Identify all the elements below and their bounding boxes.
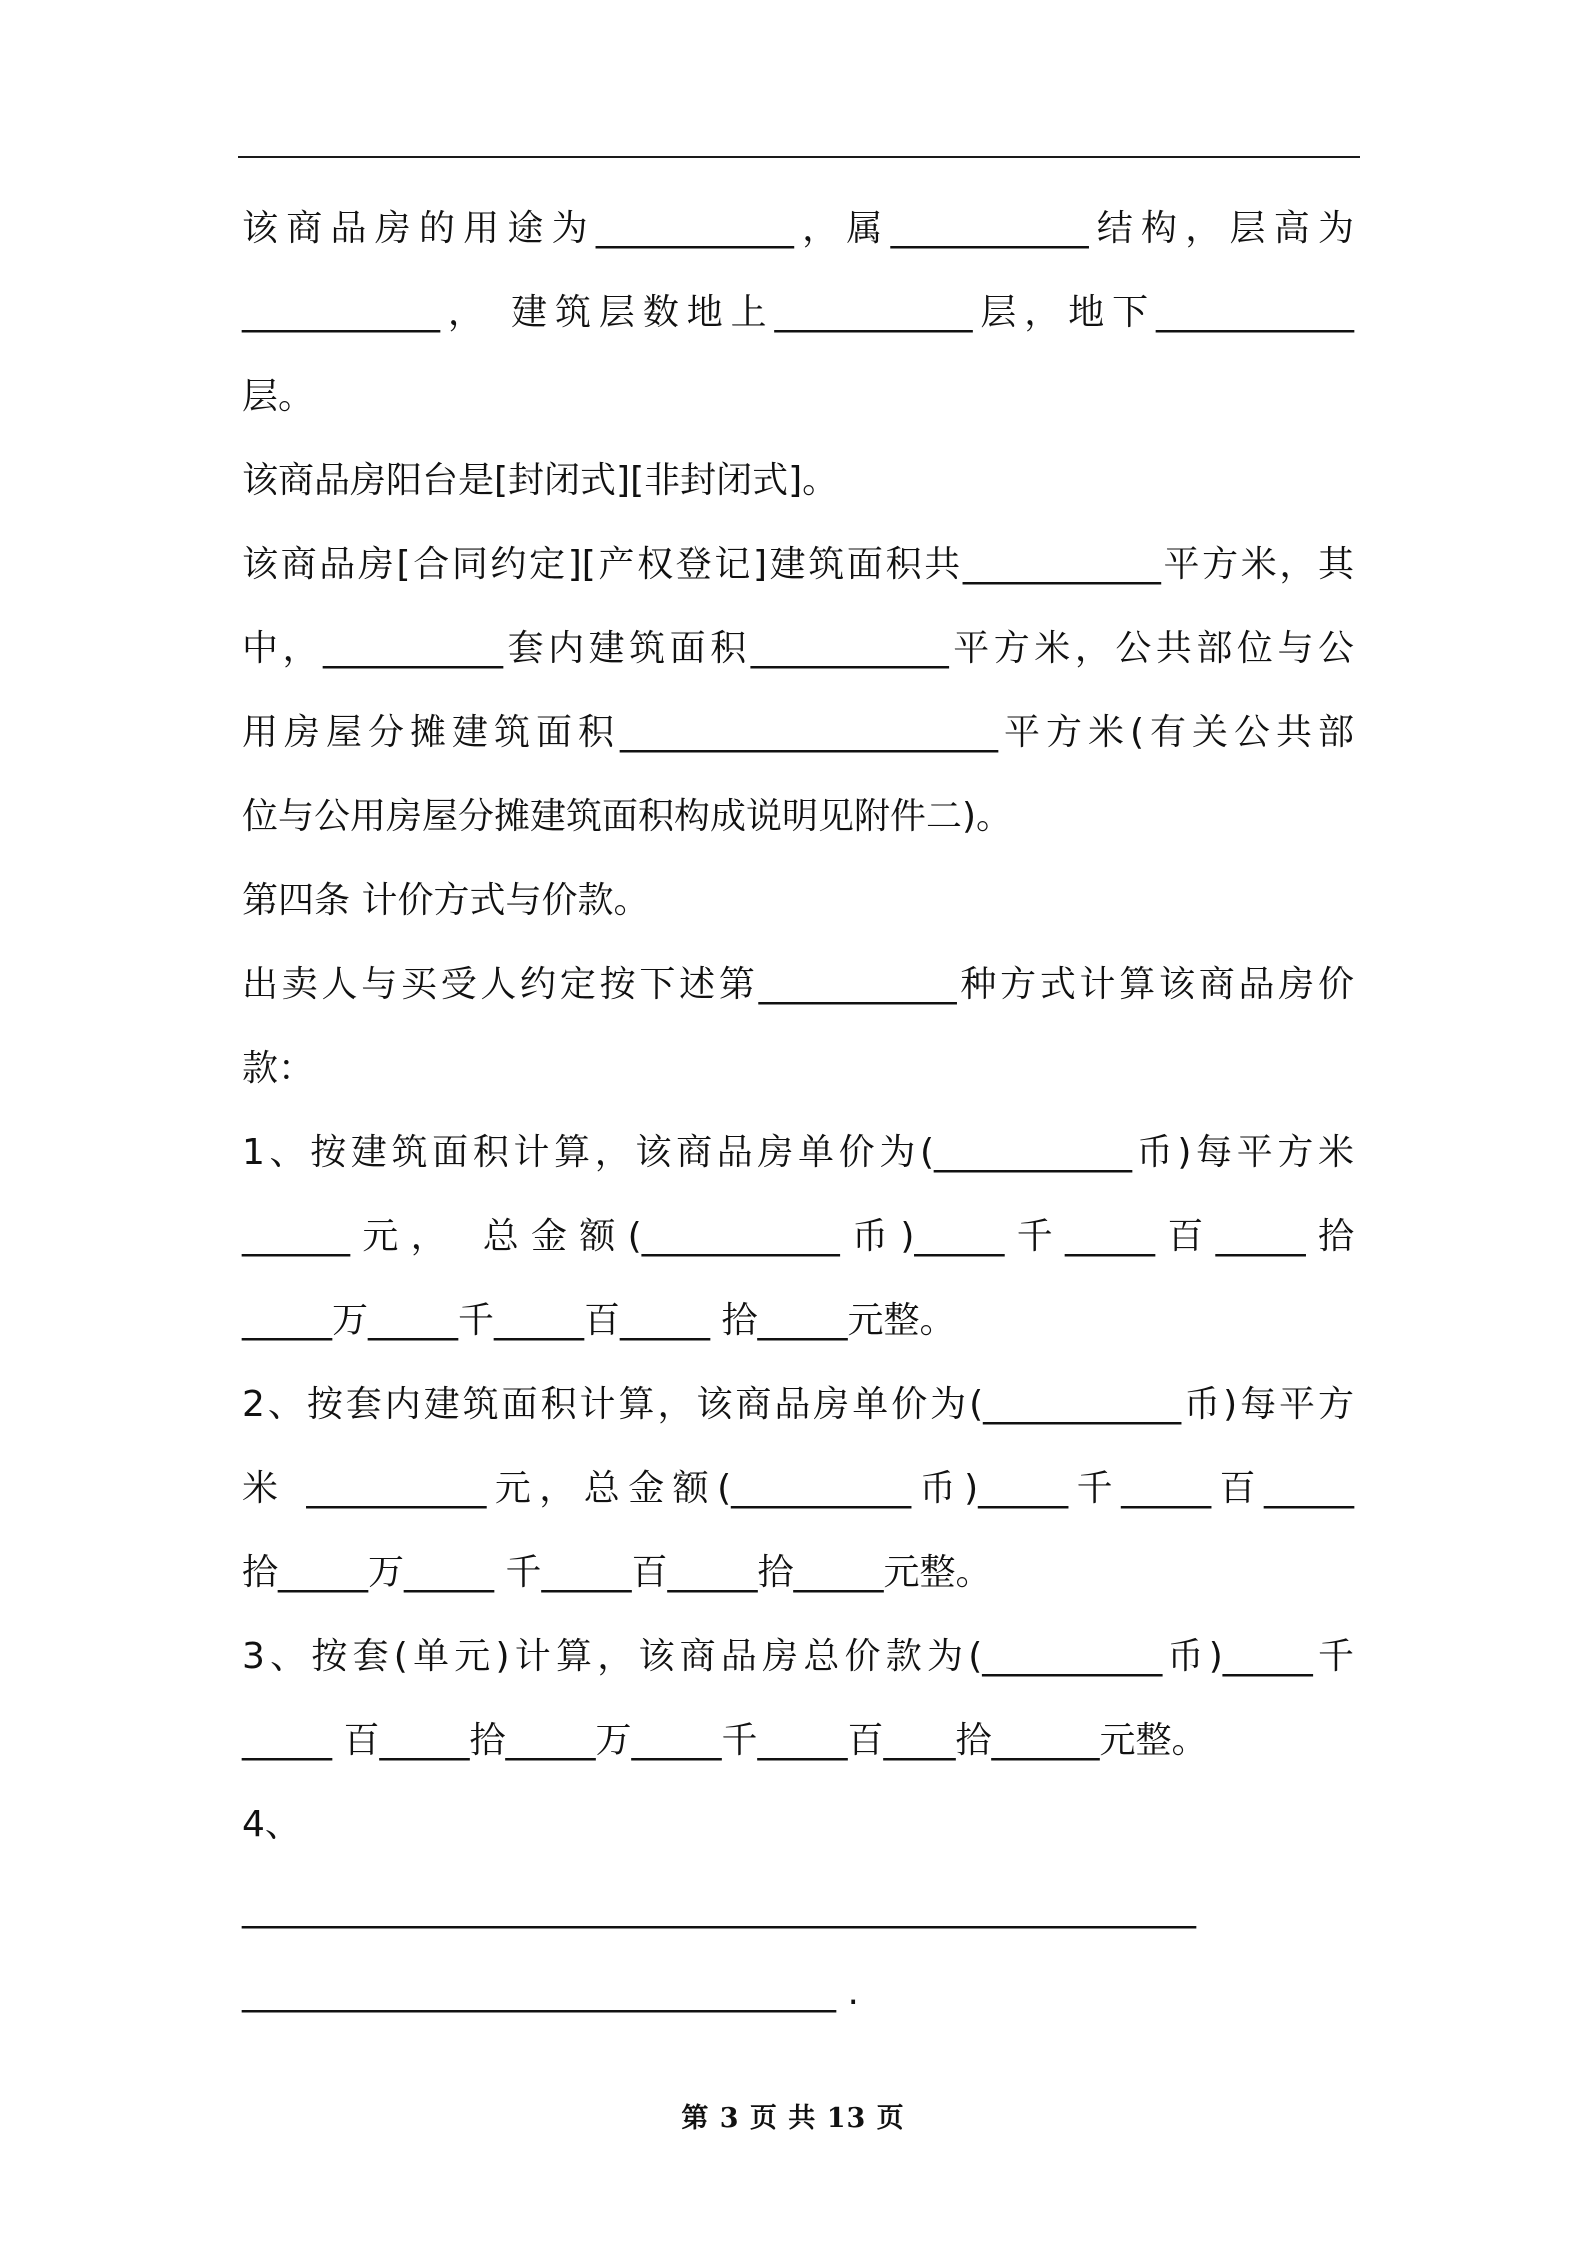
line-text: ______元， 总金额(___________币)_____千_____百_____拾 xyxy=(242,1216,1354,1257)
text-line xyxy=(242,607,1354,691)
line-text: 该商品房的用途为___________，属___________结构，层高为 xyxy=(242,208,1354,249)
text-line xyxy=(242,1447,1354,1531)
line-text: 拾_____万_____ 千_____百_____拾_____元整。 xyxy=(242,1552,992,1593)
text-line xyxy=(242,691,1354,775)
line-text: 2、按套内建筑面积计算，该商品房单价为(___________币)每平方 xyxy=(242,1384,1354,1425)
text-line xyxy=(242,1195,1354,1279)
line-text: 中，__________套内建筑面积___________平方米，公共部位与公 xyxy=(242,628,1354,669)
line-text: ___________， 建筑层数地上___________层，地下___________ xyxy=(242,292,1354,333)
text-line xyxy=(242,1027,1354,1111)
text-line xyxy=(242,1363,1354,1447)
line-text: _____万_____千_____百_____ 拾_____元整。 xyxy=(242,1300,956,1341)
text-line xyxy=(242,1951,1354,2035)
text-line xyxy=(242,1699,1354,1783)
line-text: 该商品房阳台是[封闭式][非封闭式]。 xyxy=(242,460,839,501)
line-text: 位与公用房屋分摊建筑面积构成说明见附件二)。 xyxy=(242,796,1013,837)
text-line xyxy=(242,1615,1354,1699)
section-heading xyxy=(242,859,1354,943)
text-line xyxy=(242,1279,1354,1363)
text-line xyxy=(242,1531,1354,1615)
text-line xyxy=(242,775,1354,859)
line-text: _____ 百_____拾_____万_____千_____百____拾______元整。 xyxy=(242,1720,1208,1761)
line-text: 第四条 计价方式与价款。 xyxy=(242,880,650,921)
text-line xyxy=(242,187,1354,271)
line-text: 4、 xyxy=(242,1804,301,1845)
line-text: 3、按套(单元)计算，该商品房总价款为(__________币)_____千 xyxy=(242,1636,1354,1677)
line-text: 层。 xyxy=(242,376,315,417)
text-line xyxy=(242,355,1354,439)
line-text: 用房屋分摊建筑面积_____________________平方米(有关公共部 xyxy=(242,712,1354,753)
line-text: 该商品房[合同约定][产权登记]建筑面积共___________平方米，其 xyxy=(242,544,1354,585)
document-body xyxy=(242,187,1354,2035)
text-line xyxy=(242,1867,1354,1951)
line-text: _________________________________ . xyxy=(242,1972,859,2013)
line-text: 出卖人与买受人约定按下述第___________种方式计算该商品房价 xyxy=(242,964,1354,1005)
line-text: 米 __________元，总金额(__________币)_____千_____百_____ xyxy=(242,1468,1354,1509)
header-rule xyxy=(238,156,1360,158)
line-text: 款： xyxy=(242,1048,315,1089)
text-line xyxy=(242,1783,1354,1867)
text-line xyxy=(242,439,1354,523)
text-line xyxy=(242,1111,1354,1195)
text-line xyxy=(242,523,1354,607)
line-text: _____________________________________________________ xyxy=(242,1888,1196,1929)
line-text: 1、按建筑面积计算，该商品房单价为(___________币)每平方米 xyxy=(242,1132,1354,1173)
text-line xyxy=(242,271,1354,355)
page-number: 第 3 页 共 13 页 xyxy=(681,2103,905,2134)
text-line xyxy=(242,943,1354,1027)
